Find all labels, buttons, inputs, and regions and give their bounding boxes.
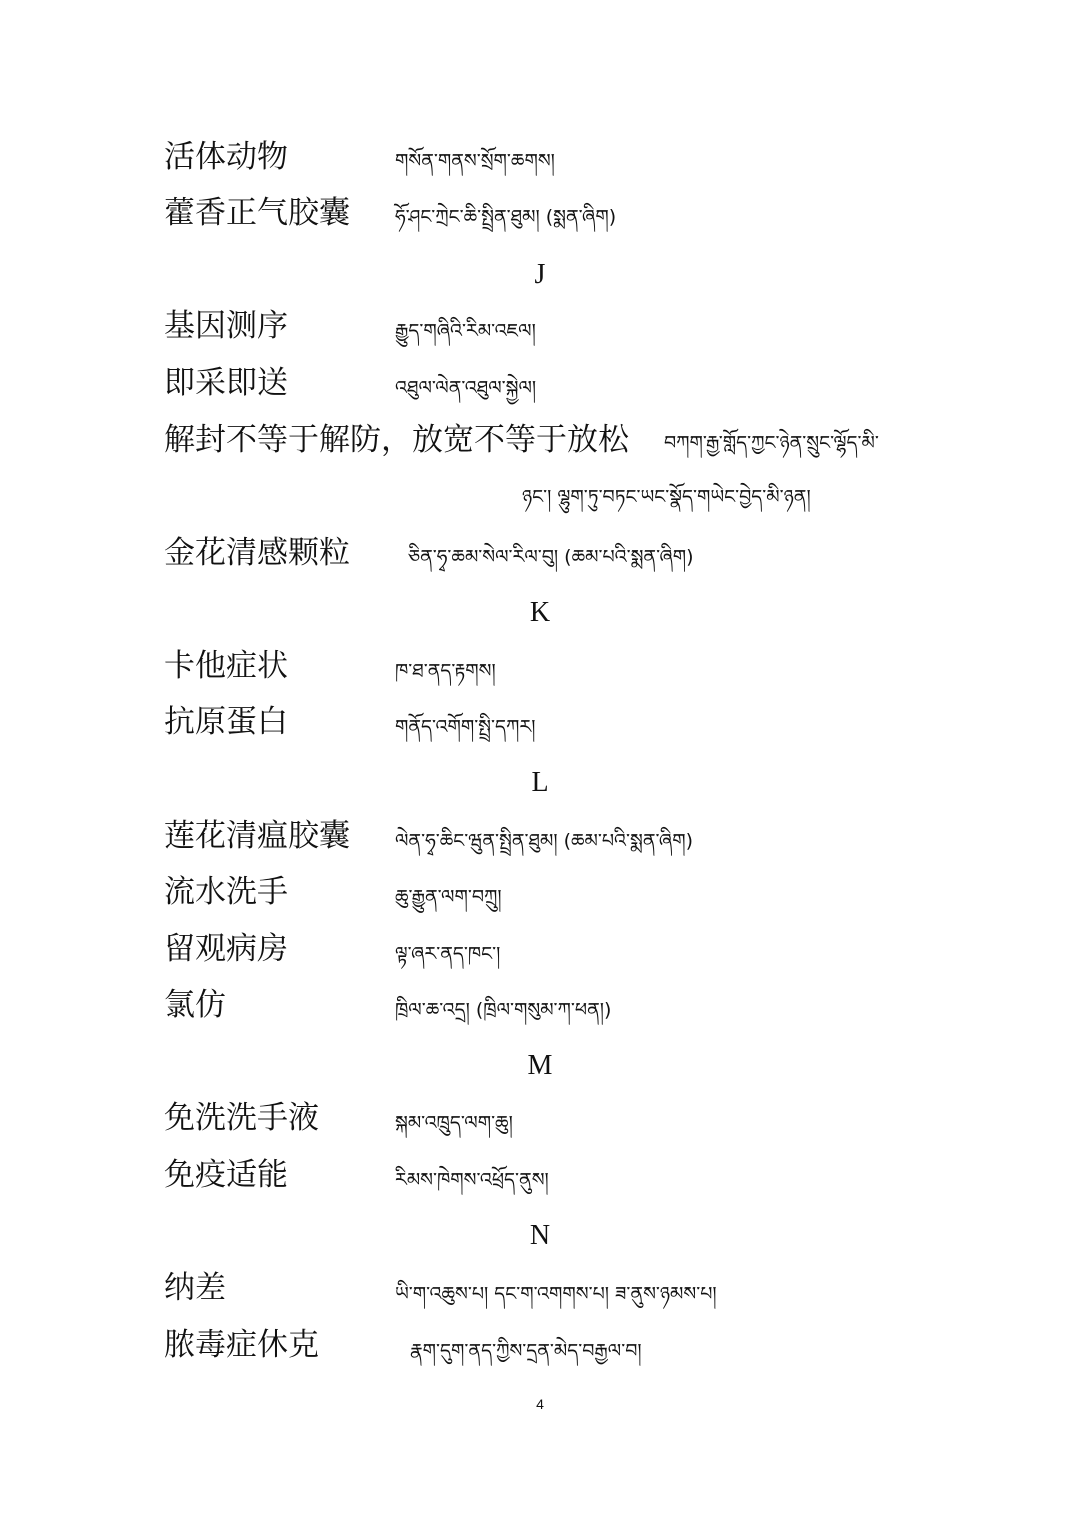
term-zh: 即采即送 [164,365,288,401]
term-bo: ཡི་ག་འཆུས་པ། དང་ག་འགགས་པ། ཟ་ནུས་ཉམས་པ། [395,1283,717,1305]
term-zh: 基因测序 [164,308,288,344]
term-bo: རྒྱུད་གཞིའི་རིམ་འཇལ། [395,320,536,342]
page-number: 4 [536,1396,544,1412]
section-letter: J [534,259,546,290]
term-zh: 藿香正气胶囊 [164,195,350,231]
section-letter: M [527,1050,553,1081]
term-zh: 卡他症状 [164,648,288,684]
term-zh: 免洗洗手液 [164,1100,319,1136]
term-zh: 解封不等于解防，放宽不等于放松 [164,422,629,458]
term-bo: ལྟ་ཞར་ནད་ཁང་། [395,943,501,965]
term-bo: ཧོ་ཤང་ཀྲེང་ཆི་སྤྲིན་ཐུམ། (སྨན་ཞིག) [395,206,617,228]
term-bo: བཀག་རྒྱ་གློད་ཀྱང་ཉེན་སྲུང་ལྷོད་མི་ [664,432,879,454]
term-zh: 免疫适能 [164,1157,288,1193]
term-zh: 抗原蛋白 [164,704,288,740]
term-zh: 流水洗手 [164,874,288,910]
term-bo: ཆུ་རྒྱུན་ལག་བཀྲུ། [395,886,502,908]
term-bo: གནོད་འགོག་སྤྲི་དཀར། [395,716,536,738]
term-bo: རིམས་ཁེགས་འཕྲོད་ནུས། [395,1169,549,1191]
term-bo: གསོན་གནས་སྲོག་ཆགས། [395,150,555,172]
term-bo-continued: ཉང་། ལྷུག་ཏུ་བཏང་ཡང་སྣོད་གཡེང་བྱེད་མི་ཉན། [522,486,811,508]
section-letter: L [531,767,549,798]
term-zh: 金花清感颗粒 [164,535,350,571]
term-zh: 留观病房 [164,931,288,967]
term-zh: 莲花清瘟胶囊 [164,818,350,854]
term-zh: 氯仿 [164,987,226,1023]
term-bo: ཅིན་ཧྭ་ཆམ་སེལ་རིལ་བུ། (ཆམ་པའི་སྨན་ཞིག) [408,546,694,568]
term-zh: 活体动物 [164,139,288,175]
section-letter: K [529,597,551,628]
term-bo: སྐམ་འཁྲུད་ལག་ཆུ། [395,1112,513,1134]
section-letter: N [529,1220,551,1251]
term-bo: ཁྲིལ་ཆ་འདྲ། (ཁྲིལ་གསུམ་ཀ་ཕན།) [395,999,612,1021]
term-bo: ལེན་ཧྭ་ཆིང་ཝུན་སྤྲིན་ཐུམ། (ཆམ་པའི་སྨན་ཞིག) [395,830,694,852]
term-bo: འཐུལ་ལེན་འཐུལ་སྐྱེལ། [395,377,537,399]
term-bo: ཁ་ཐ་ནད་རྟགས། [395,660,496,682]
term-zh: 纳差 [164,1270,226,1306]
term-zh: 脓毒症休克 [164,1327,319,1363]
term-bo: རྣག་དུག་ནད་ཀྱིས་དྲན་མེད་བརྒྱལ་བ། [410,1340,642,1362]
